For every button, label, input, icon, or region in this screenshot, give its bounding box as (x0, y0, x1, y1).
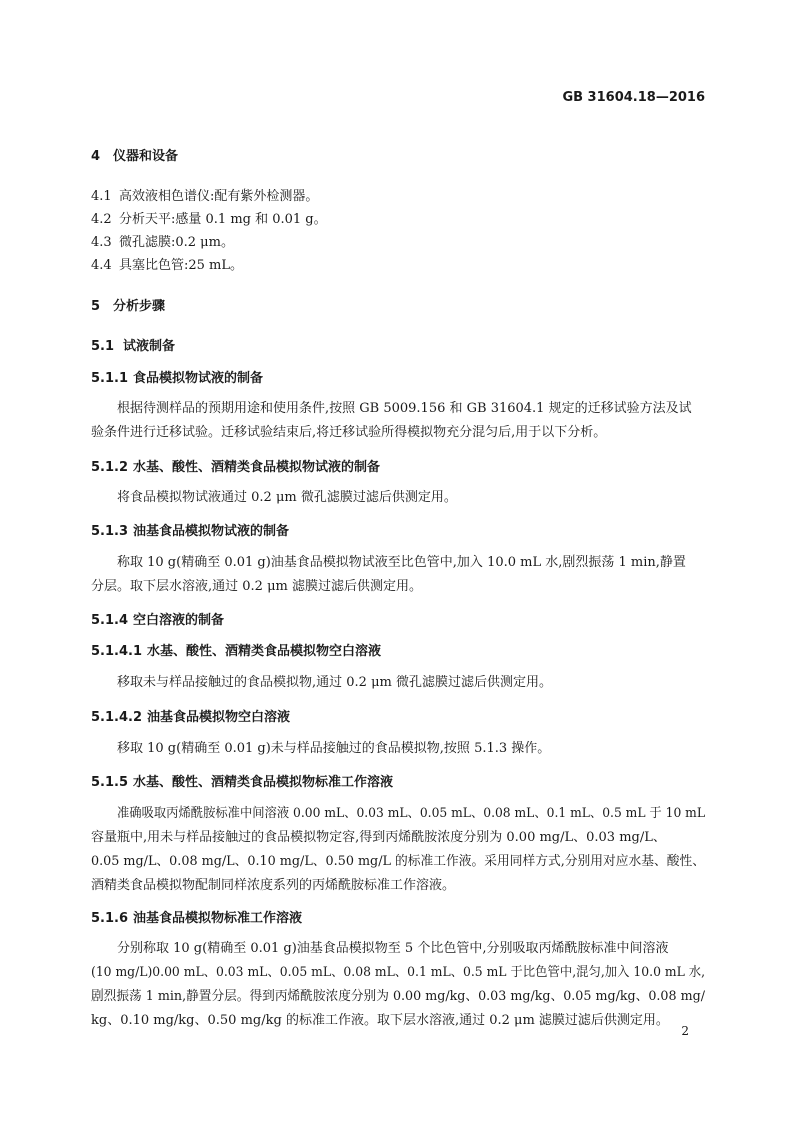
paragraph-line: 验条件进行迁移试验。迁移试验结束后,将迁移试验所得模拟物充分混匀后,用于以下分析。 (91, 425, 607, 440)
section-title: 空白溶液的制备 (133, 613, 225, 628)
section-number: 5.1 (91, 339, 115, 354)
item-text: 微孔滤膜:0.2 μm。 (119, 235, 234, 250)
subsection-5-1-4-2-heading (91, 706, 290, 725)
section-title: 食品模拟物试液的制备 (133, 371, 264, 386)
paragraph-line: 移取 10 g(精确至 0.01 g)未与样品接触过的食品模拟物,按照 5.1.3 操作。 (117, 741, 551, 756)
section-title: 水基、酸性、酒精类食品模拟物试液的制备 (133, 460, 381, 475)
subsection-5-1-6-heading (91, 907, 302, 926)
item-number: 4.1 (91, 189, 112, 204)
item-text: 分析天平:感量 0.1 mg 和 0.01 g。 (119, 212, 327, 227)
section-number: 5.1.4.1 (91, 644, 142, 659)
section-number: 5.1.3 (91, 524, 129, 539)
section-title: 分析步骤 (113, 299, 166, 314)
paragraph-line: (10 mg/L)0.00 mL、0.03 mL、0.05 mL、0.08 mL、0.1 mL、0.5 mL 于比色管中,混匀,加入 10.0 mL 水, (91, 965, 705, 980)
section-number: 5 (91, 299, 101, 314)
subsection-5-1-4-heading (91, 609, 224, 628)
paragraph-line: 根据待测样品的预期用途和使用条件,按照 GB 5009.156 和 GB 31604.1 规定的迁移试验方法及试 (117, 401, 692, 416)
paragraph-line: 容量瓶中,用未与样品接触过的食品模拟物定容,得到丙烯酰胺浓度分别为 0.00 mg/L、0.03 mg/L、 (91, 830, 666, 845)
item-number: 4.4 (91, 258, 112, 273)
section-number: 5.1.2 (91, 460, 129, 475)
paragraph-line: 酒精类食品模拟物配制同样浓度系列的丙烯酰胺标准工作溶液。 (91, 878, 456, 893)
subsection-5-1-heading (91, 335, 175, 354)
section-title: 水基、酸性、酒精类食品模拟物标准工作溶液 (133, 775, 394, 790)
section-number: 5.1.5 (91, 775, 129, 790)
section-title: 油基食品模拟物试液的制备 (133, 524, 290, 539)
item-text: 高效液相色谱仪:配有紫外检测器。 (119, 189, 319, 204)
section-number: 5.1.1 (91, 371, 129, 386)
section-4-heading (91, 145, 178, 164)
list-item (91, 208, 327, 227)
paragraph-line: 分别称取 10 g(精确至 0.01 g)油基食品模拟物至 5 个比色管中,分别吸取丙烯酰胺标准中间溶液 (117, 941, 669, 956)
section-title: 水基、酸性、酒精类食品模拟物空白溶液 (147, 644, 382, 659)
section-number: 4 (91, 149, 101, 164)
paragraph-line: 移取未与样品接触过的食品模拟物,通过 0.2 μm 微孔滤膜过滤后供测定用。 (117, 675, 552, 690)
subsection-5-1-3-heading (91, 520, 289, 539)
subsection-5-1-1-heading (91, 367, 263, 386)
paragraph-line: 将食品模拟物试液通过 0.2 μm 微孔滤膜过滤后供测定用。 (117, 490, 457, 505)
section-title: 试液制备 (123, 339, 176, 354)
document-id: GB 31604.18—2016 (562, 90, 705, 105)
section-number: 5.1.4 (91, 613, 129, 628)
section-5-heading (91, 295, 165, 314)
section-number: 5.1.4.2 (91, 710, 142, 725)
list-item (91, 254, 243, 273)
paragraph-line: 分层。取下层水溶液,通过 0.2 μm 滤膜过滤后供测定用。 (91, 579, 422, 594)
page-number: 2 (681, 1024, 689, 1038)
paragraph-line: 0.05 mg/L、0.08 mg/L、0.10 mg/L、0.50 mg/L 的标准工作液。采用同样方式,分别用对应水基、酸性、 (91, 854, 705, 869)
subsection-5-1-5-heading (91, 771, 393, 790)
item-text: 具塞比色管:25 mL。 (119, 258, 244, 273)
paragraph-line: 剧烈振荡 1 min,静置分层。得到丙烯酰胺浓度分别为 0.00 mg/kg、0.03 mg/kg、0.05 mg/kg、0.08 mg/ (91, 989, 705, 1004)
section-number: 5.1.6 (91, 911, 129, 926)
section-title: 油基食品模拟物空白溶液 (147, 710, 291, 725)
section-title: 油基食品模拟物标准工作溶液 (133, 911, 303, 926)
paragraph-line: 称取 10 g(精确至 0.01 g)油基食品模拟物试液至比色管中,加入 10.0 mL 水,剧烈振荡 1 min,静置 (117, 555, 686, 570)
paragraph-line: 准确吸取丙烯酰胺标准中间溶液 0.00 mL、0.03 mL、0.05 mL、0.08 mL、0.1 mL、0.5 mL 于 10 mL (117, 806, 705, 821)
item-number: 4.3 (91, 235, 112, 250)
subsection-5-1-2-heading (91, 456, 380, 475)
list-item (91, 185, 318, 204)
list-item (91, 231, 234, 250)
subsection-5-1-4-1-heading (91, 640, 381, 659)
item-number: 4.2 (91, 212, 112, 227)
section-title: 仪器和设备 (113, 149, 179, 164)
paragraph-line: kg、0.10 mg/kg、0.50 mg/kg 的标准工作液。取下层水溶液,通过 0.2 μm 滤膜过滤后供测定用。 (91, 1013, 669, 1028)
